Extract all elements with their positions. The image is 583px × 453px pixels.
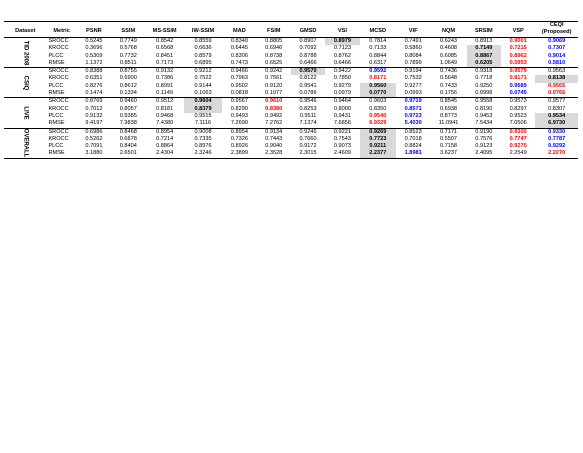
table-cell: 0.7133 [369,45,387,52]
table-cell: 0.9511 [299,112,317,119]
table-row [4,45,578,52]
table-cell: 2.2377 [360,150,396,158]
table-cell: 0.7012 [85,105,103,112]
table-cell: 0.9001 [509,38,527,44]
table-cell: 0.9541 [299,82,317,89]
table-cell: 0.6205 [467,60,501,68]
table-cell: 0.8738 [265,52,283,59]
metric-name: SROCC [48,68,69,75]
table-cell: 0.9422 [333,68,351,75]
table-cell: 0.8523 [404,128,422,135]
table-cell: 2.3899 [230,150,248,157]
table-cell: 0.7850 [333,75,351,82]
table-cell: 0.5309 [85,52,103,59]
table-cell: 1.1372 [85,59,103,66]
table-cell: 0.9144 [194,82,212,89]
table-cell: 0.0766 [548,90,566,97]
table-cell: 0.1474 [85,90,103,97]
table-cell: 0.9502 [230,82,248,89]
column-header: FSIM [267,27,281,34]
table-cell: 0.9466 [230,68,248,75]
table-cell: 0.9212 [194,68,212,75]
column-header: MCSD [369,27,387,34]
table-cell: 0.1334 [119,90,137,97]
column-header: MAD [233,27,246,34]
table-cell: 0.9246 [299,128,317,135]
table-cell: 0.8559 [194,38,212,44]
table-cell: 0.8824 [404,143,422,150]
table-cell: 0.8545 [439,98,458,105]
table-cell: 0.1149 [156,90,173,97]
table-row [4,136,578,143]
table-cell: 6.9730 [535,120,578,128]
table-row [4,143,578,150]
table-cell: 7.5434 [475,120,493,127]
table-cell: 0.9589 [509,82,527,89]
table-cell: 0.8171 [509,75,527,82]
table-cell: 7.2762 [265,120,283,127]
column-header: SSIM [121,27,136,34]
table-cell: 0.7532 [404,75,422,82]
column-header: GMSD [299,27,317,34]
table-cell: 0.9269 [360,128,396,136]
table-cell: 2.2270 [548,150,566,157]
metric-name: SROCC [48,98,69,105]
table-cell: 0.9120 [265,82,283,89]
column-header: VIF [408,27,418,34]
table-cell: 2.4609 [333,150,351,157]
table-cell: 0.7158 [439,143,458,150]
column-header: Dataset [15,27,36,34]
table-cell: 0.1756 [439,90,458,97]
table-cell: 0.7732 [119,52,137,59]
table-cell: 0.9132 [85,112,103,119]
table-cell: 0.7491 [404,38,422,44]
table-cell: 0.6351 [85,75,103,82]
column-header: CEQI (Proposed) [541,22,572,35]
table-cell: 0.4608 [439,45,458,52]
table-cell: 0.7326 [230,135,248,142]
table-row [4,38,578,46]
table-cell: 0.8190 [475,105,493,112]
dataset-group [4,128,578,158]
table-cell: 0.8138 [535,75,578,82]
table-cell: 0.6895 [194,59,212,66]
table-cell: 5.4030 [404,120,422,127]
table-row [4,83,578,90]
table-cell: 0.7561 [265,75,283,82]
table-cell: 0.8954 [156,128,174,135]
table-cell: 0.9069 [548,38,566,44]
table-cell: 0.5953 [509,59,527,66]
metric-name: KROCC [48,75,69,82]
table-cell: 0.8844 [369,52,387,59]
table-cell: 0.7386 [156,75,174,82]
table-cell: 0.7433 [439,82,458,89]
metric-name: RMSE [48,90,65,97]
dataset-label [4,38,46,68]
table-cell: 7.9838 [119,120,137,127]
table-cell: 0.9277 [404,82,422,89]
table-row [4,90,578,98]
table-cell: 0.8253 [299,105,317,112]
table-cell: 0.5245 [85,38,103,44]
table-cell: 0.5648 [439,75,458,82]
table-cell: 0.8991 [156,82,174,89]
table-cell: 0.7171 [439,128,458,135]
column-header: SRSIM [475,27,493,34]
table-cell: 0.7173 [156,59,174,66]
table-cell: 0.0786 [299,90,317,97]
dataset-label [4,128,46,158]
table-cell: 0.7018 [404,135,422,142]
table-cell: 0.9492 [265,112,283,119]
table-cell: 1.0649 [439,59,458,66]
table-cell: 0.7473 [230,59,248,66]
dataset-group [4,98,578,128]
table-cell: 7.2690 [230,120,248,127]
table-cell: 0.9540 [369,112,387,119]
table-cell: 0.9579 [509,68,527,75]
table-cell: 0.7576 [475,135,493,142]
table-cell: 2.6501 [119,150,137,157]
table-cell: 0.8755 [119,68,137,75]
table-cell: 0.9190 [475,128,493,135]
table-cell: 7.6856 [333,120,351,127]
table-cell: 0.9172 [299,143,317,150]
table-cell: 0.7899 [404,59,422,66]
table-row [4,150,578,158]
header-row [4,22,578,38]
table-cell: 0.6525 [265,59,283,66]
table-cell: 0.9523 [509,112,527,119]
table-cell: 0.8350 [369,105,387,112]
table-cell: 0.6466 [299,59,317,66]
table-cell: 2.3246 [194,150,212,157]
table-cell: 0.9014 [548,52,566,59]
table-cell: 0.9073 [333,143,351,150]
table-cell: 0.8511 [119,59,137,66]
dataset-group [4,38,578,68]
table-cell: 0.8867 [467,53,501,60]
table-row [4,113,578,120]
table-cell: 3.6237 [439,150,458,157]
table-cell: 0.8979 [325,38,359,46]
table-cell: 0.9468 [156,112,174,119]
table-cell: 0.7092 [299,45,317,52]
table-cell: 0.7723 [360,136,396,143]
table-cell: 0.5507 [439,135,458,142]
table-row [4,106,578,113]
table-cell: 0.8926 [230,143,248,150]
table-cell: 0.7091 [85,143,103,150]
table-cell: 0.9221 [333,128,351,135]
table-cell: 0.6946 [265,45,283,52]
dataset-name: OVERALL [22,128,29,158]
table-cell: 0.9132 [156,68,174,75]
table-cell: 0.9493 [230,112,248,119]
table-cell: 0.9250 [475,82,493,89]
table-cell: 0.9603 [369,98,387,105]
table-cell: 1.8981 [404,150,422,157]
table-cell: 0.8762 [333,52,351,59]
table-cell: 0.8571 [404,105,422,112]
dataset-group [4,68,578,98]
table-cell: 0.9592 [369,68,387,75]
table-cell: 0.7814 [369,38,387,44]
table-cell: 0.5768 [119,45,137,52]
table-cell: 0.9610 [265,98,283,105]
table-cell: 0.8057 [119,105,137,112]
table-cell: 0.8913 [475,38,493,44]
table-cell: 0.0770 [360,90,396,98]
table-cell: 2.4095 [475,150,493,157]
column-header: VSP [512,27,524,34]
table-row [4,128,578,136]
table-cell: 0.7749 [119,38,137,44]
table-cell: 0.1077 [265,90,283,97]
table-cell: 7.4380 [156,120,174,127]
table-cell: 0.6938 [439,105,458,112]
table-cell: 2.4304 [156,150,174,157]
table-cell: 0.6568 [156,45,174,52]
metric-name: PLCC [48,143,64,150]
table-cell: 0.8171 [369,75,387,82]
table-cell: 0.7214 [156,135,174,142]
table-cell: 0.7963 [230,75,248,82]
table-cell: 0.8404 [119,143,137,150]
table-cell: 6.9329 [369,120,387,127]
table-cell: 0.8788 [299,52,317,59]
table-cell: 7.1374 [299,120,317,127]
table-cell: 0.9453 [475,112,493,119]
table-cell: 0.7335 [194,135,212,142]
column-header: VSI [337,27,347,34]
dataset-label [4,98,46,128]
table-row [4,75,578,82]
table-cell: 0.7149 [467,45,501,52]
table-cell: 7.1116 [194,120,212,127]
table-cell: 0.8380 [265,105,283,112]
table-row [4,120,578,128]
table-cell: 0.8122 [299,75,317,82]
table-cell: 0.7660 [299,135,317,142]
table-row [4,98,578,106]
table-cell: 0.9134 [265,128,283,135]
metric-name: KROCC [48,45,69,52]
table-cell: 0.6900 [119,75,137,82]
table-cell: 0.9330 [548,128,566,135]
table-cell: 0.8084 [404,52,422,59]
table-cell: 0.9565 [548,82,566,89]
table-cell: 0.8388 [85,68,103,75]
table-cell: 0.9385 [119,112,137,119]
dataset-name: TID 2008 [22,40,29,65]
table-cell: 0.8451 [156,52,174,59]
metric-name: SROCC [48,38,69,44]
table-cell: 0.9270 [509,143,527,150]
table-cell: 0.8181 [156,105,174,112]
column-header: IW-SSIM [191,27,215,34]
table-cell: 0.9573 [509,98,527,105]
table-cell: 0.9604 [184,98,222,106]
table-cell: 0.6085 [439,52,458,59]
table-cell: 0.5810 [548,59,566,66]
table-cell: 0.8542 [156,38,174,44]
table-cell: 0.9300 [509,128,527,135]
table-header [4,22,578,38]
column-header: Metric [53,27,70,34]
table-cell: 0.8765 [85,98,103,105]
table-cell: 0.0979 [333,90,351,97]
table-cell: 0.5860 [404,45,422,52]
table-cell: 0.9008 [194,128,212,135]
metric-name: KROCC [48,105,69,112]
table-row [4,60,578,68]
table-cell: 0.7522 [194,75,212,82]
dataset-label [4,68,46,98]
table-cell: 0.8379 [184,106,222,113]
table-cell: 0.5262 [85,135,103,142]
column-header: NQM [441,27,456,34]
metric-name: KROCC [48,135,69,142]
table-cell: 0.8276 [85,82,103,89]
table-cell: 0.6445 [230,45,248,52]
table-cell: 0.8954 [230,128,248,135]
table-cell: 0.8612 [119,82,137,89]
table-cell: 0.9279 [333,82,351,89]
metric-name: RMSE [48,150,65,157]
table-cell: 0.9194 [404,68,422,75]
table-cell: 0.8805 [265,38,283,44]
table-cell: 11.0941 [438,120,459,127]
table-cell: 0.6243 [439,38,458,44]
table-cell: 0.9464 [333,98,351,105]
table-cell: 0.9123 [475,143,493,150]
table-cell: 0.7718 [475,75,493,82]
table-row [4,68,578,76]
table-cell: 0.6317 [369,59,387,66]
column-header: PSNR [86,27,102,34]
metric-name: RMSE [48,59,65,66]
table-row [4,53,578,60]
table-cell: 0.9515 [194,112,212,119]
table-cell: 0.8773 [439,112,458,119]
table-cell: 0.9292 [548,143,566,150]
column-header: MS-SSIM [152,27,177,34]
table-cell: 0.7123 [333,45,351,52]
table-cell: 0.8297 [509,105,527,112]
table-cell: 2.2549 [509,150,527,157]
table-cell: 0.9546 [299,98,317,105]
table-cell: 0.9570 [291,68,325,76]
table-cell: 0.7215 [509,45,527,52]
table-cell: 0.9534 [535,113,578,120]
table-cell: 0.0998 [475,90,493,97]
table-cell: 9.4197 [85,120,103,127]
table-cell: 0.9558 [475,98,493,105]
table-cell: 7.0506 [509,120,527,127]
table-cell: 0.8864 [156,143,174,150]
table-cell: 0.0993 [404,90,422,97]
metric-name: RMSE [48,120,65,127]
table-cell: 0.8468 [119,128,137,135]
table-cell: 0.8000 [333,105,351,112]
table-cell: 0.9460 [119,98,137,105]
table-cell: 0.9242 [265,68,283,75]
table-cell: 0.6986 [85,128,103,135]
table-cell: 0.0818 [230,90,248,97]
table-cell: 0.6466 [333,59,351,66]
table-cell: 0.8907 [299,38,317,44]
table-cell: 0.9560 [360,83,396,90]
table-cell: 0.9040 [265,143,283,150]
table-cell: 0.7307 [548,45,566,52]
table-cell: 0.9211 [360,143,396,150]
table-cell: 0.1063 [194,90,212,97]
table-cell: 0.9563 [548,68,566,75]
metric-name: PLCC [48,82,64,89]
table-cell: 0.7436 [439,68,458,75]
table-cell: 0.9318 [475,68,493,75]
table-cell: 0.8290 [230,105,248,112]
table-cell: 0.8976 [194,143,212,150]
table-cell: 0.3696 [85,45,103,52]
table-cell: 2.3015 [299,150,317,157]
table-cell: 0.7543 [333,135,351,142]
table-cell: 0.7747 [509,135,527,142]
table-cell: 0.9431 [333,112,351,119]
table-cell: 0.9723 [404,112,422,119]
table-cell: 0.8340 [230,38,248,44]
table-cell: 0.9719 [404,98,422,105]
table-cell: 0.0745 [509,90,527,97]
dataset-name: CSIQ [22,75,29,91]
table-cell: 0.8307 [548,105,566,112]
table-cell: 0.8579 [194,52,212,59]
table-cell: 0.6636 [194,45,212,52]
table-cell: 0.7787 [548,135,566,142]
dataset-name: LIVE [22,106,29,120]
table-cell: 0.8306 [230,52,248,59]
table-cell: 3.1880 [85,150,103,157]
results-table [4,21,578,159]
table-cell: 0.6678 [119,135,137,142]
table-cell: 0.9577 [548,98,566,105]
table-cell: 0.9567 [230,98,248,105]
table-cell: 0.9512 [156,98,174,105]
metric-name: SROCC [48,128,69,135]
metric-name: PLCC [48,112,64,119]
metric-name: PLCC [48,52,64,59]
table-cell: 0.8962 [509,52,527,59]
table-cell: 0.7443 [265,135,283,142]
table-cell: 2.3528 [265,150,283,157]
